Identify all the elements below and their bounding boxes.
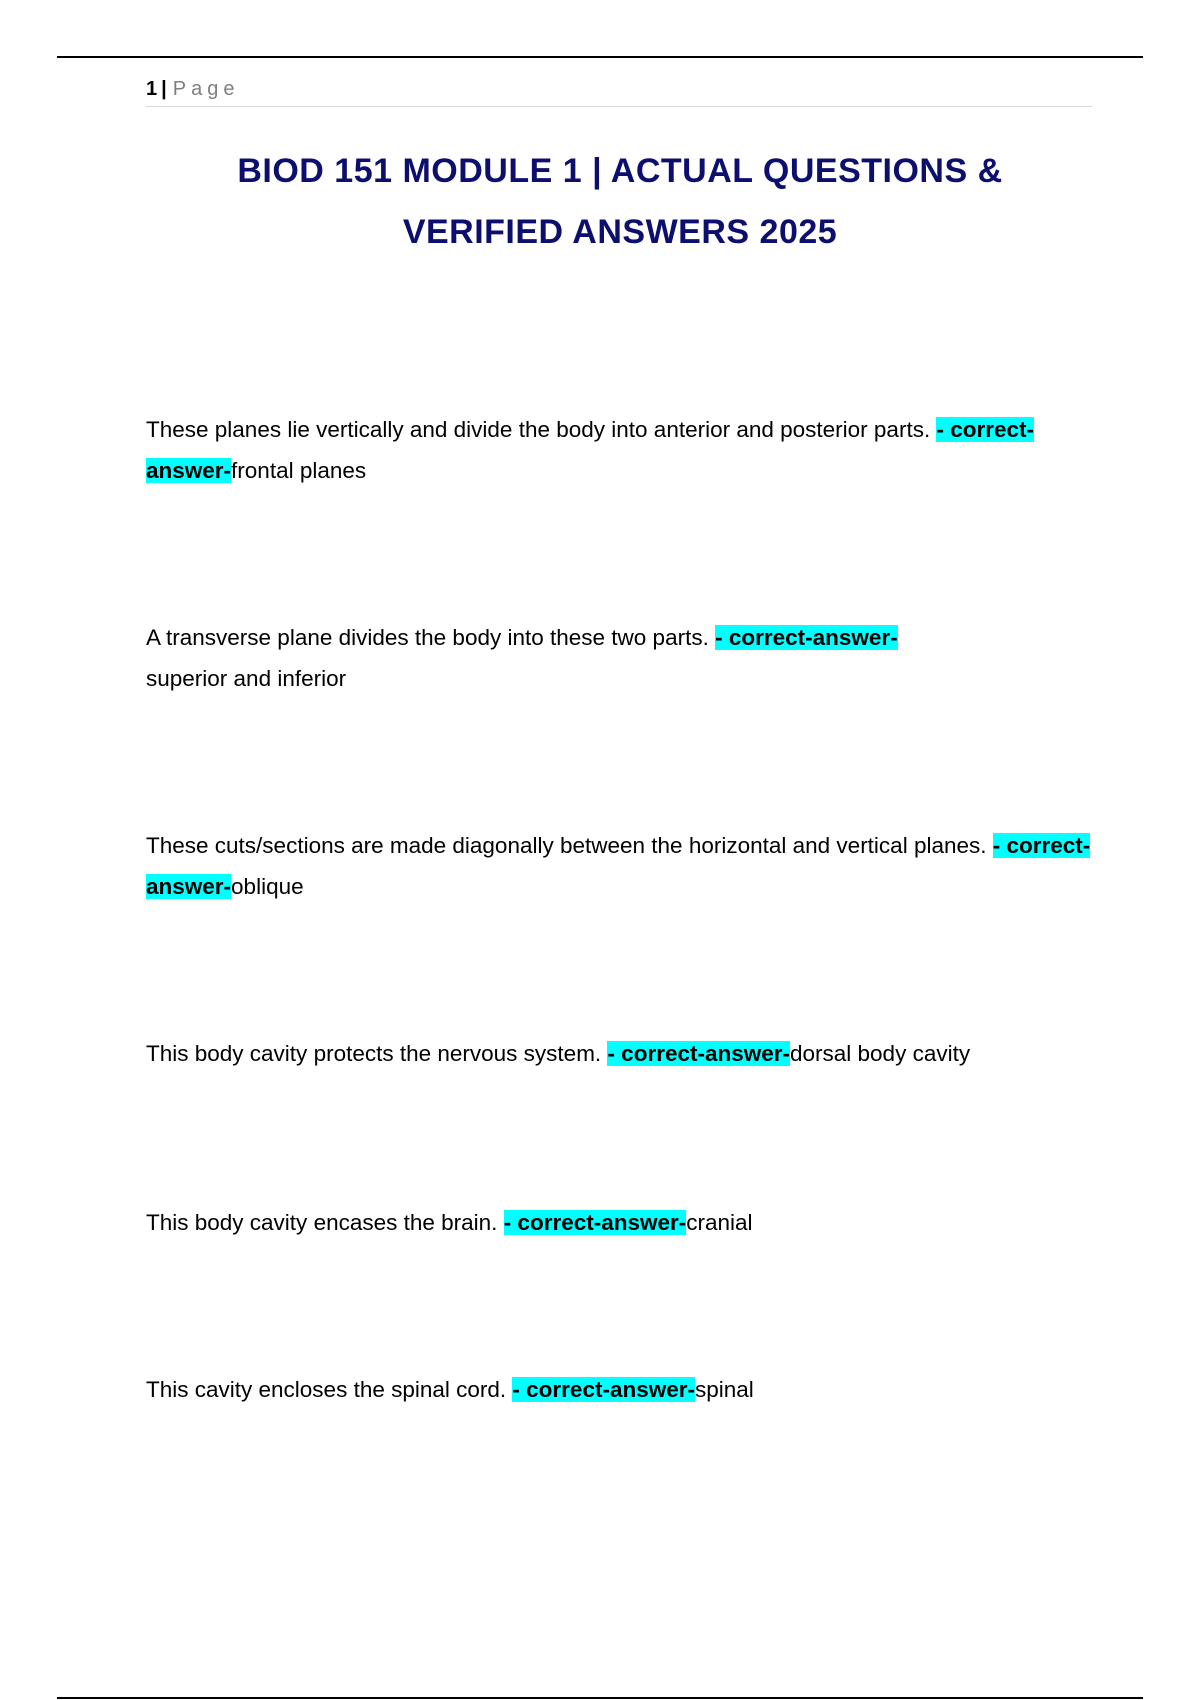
answer-text: spinal: [694, 1377, 754, 1402]
qa-item: [146, 1033, 1096, 1074]
correct-answer-marker: - correct-answer-: [607, 1041, 790, 1066]
question-text: This body cavity encases the brain.: [146, 1210, 504, 1235]
question-text: These cuts/sections are made diagonally between the horizontal and vertical planes.: [146, 833, 993, 858]
answer-text: dorsal body cavity: [790, 1041, 971, 1066]
correct-answer-marker: - correct-answer-: [512, 1377, 695, 1402]
document-title: [120, 141, 1120, 263]
qa-item: [146, 617, 1096, 699]
qa-item: [146, 1202, 1096, 1243]
correct-answer-marker: - correct-answer-: [503, 1210, 687, 1235]
question-text: These planes lie vertically and divide the body into anterior and posterior parts.: [146, 417, 937, 442]
answer-text: oblique: [231, 874, 304, 899]
answer-text: frontal planes: [231, 458, 367, 483]
answer-text: cranial: [686, 1210, 753, 1235]
page-number: 1: [146, 78, 158, 100]
document-title-line-1: BIOD 151 MODULE 1 | ACTUAL QUESTIONS &: [237, 152, 1003, 190]
qa-item: [146, 1369, 1096, 1410]
question-text: This cavity encloses the spinal cord.: [146, 1377, 513, 1402]
qa-item: [146, 409, 1096, 491]
page-label: Page: [172, 78, 240, 100]
answer-text: superior and inferior: [146, 666, 347, 691]
question-text: A transverse plane divides the body into these two parts.: [146, 625, 716, 650]
correct-answer-marker: - correct-answer-: [715, 625, 898, 650]
qa-item: [146, 825, 1096, 907]
page-header: [146, 76, 1092, 107]
document-title-line-2: VERIFIED ANSWERS 2025: [402, 213, 838, 251]
correct-answer-marker: - correct-answer-: [146, 417, 1034, 483]
correct-answer-marker: - correct-answer-: [146, 833, 1091, 899]
page-bottom-rule: [57, 1697, 1143, 1699]
page-separator: |: [161, 78, 167, 100]
page-top-rule: [57, 56, 1143, 58]
question-text: This body cavity protects the nervous system.: [146, 1041, 608, 1066]
